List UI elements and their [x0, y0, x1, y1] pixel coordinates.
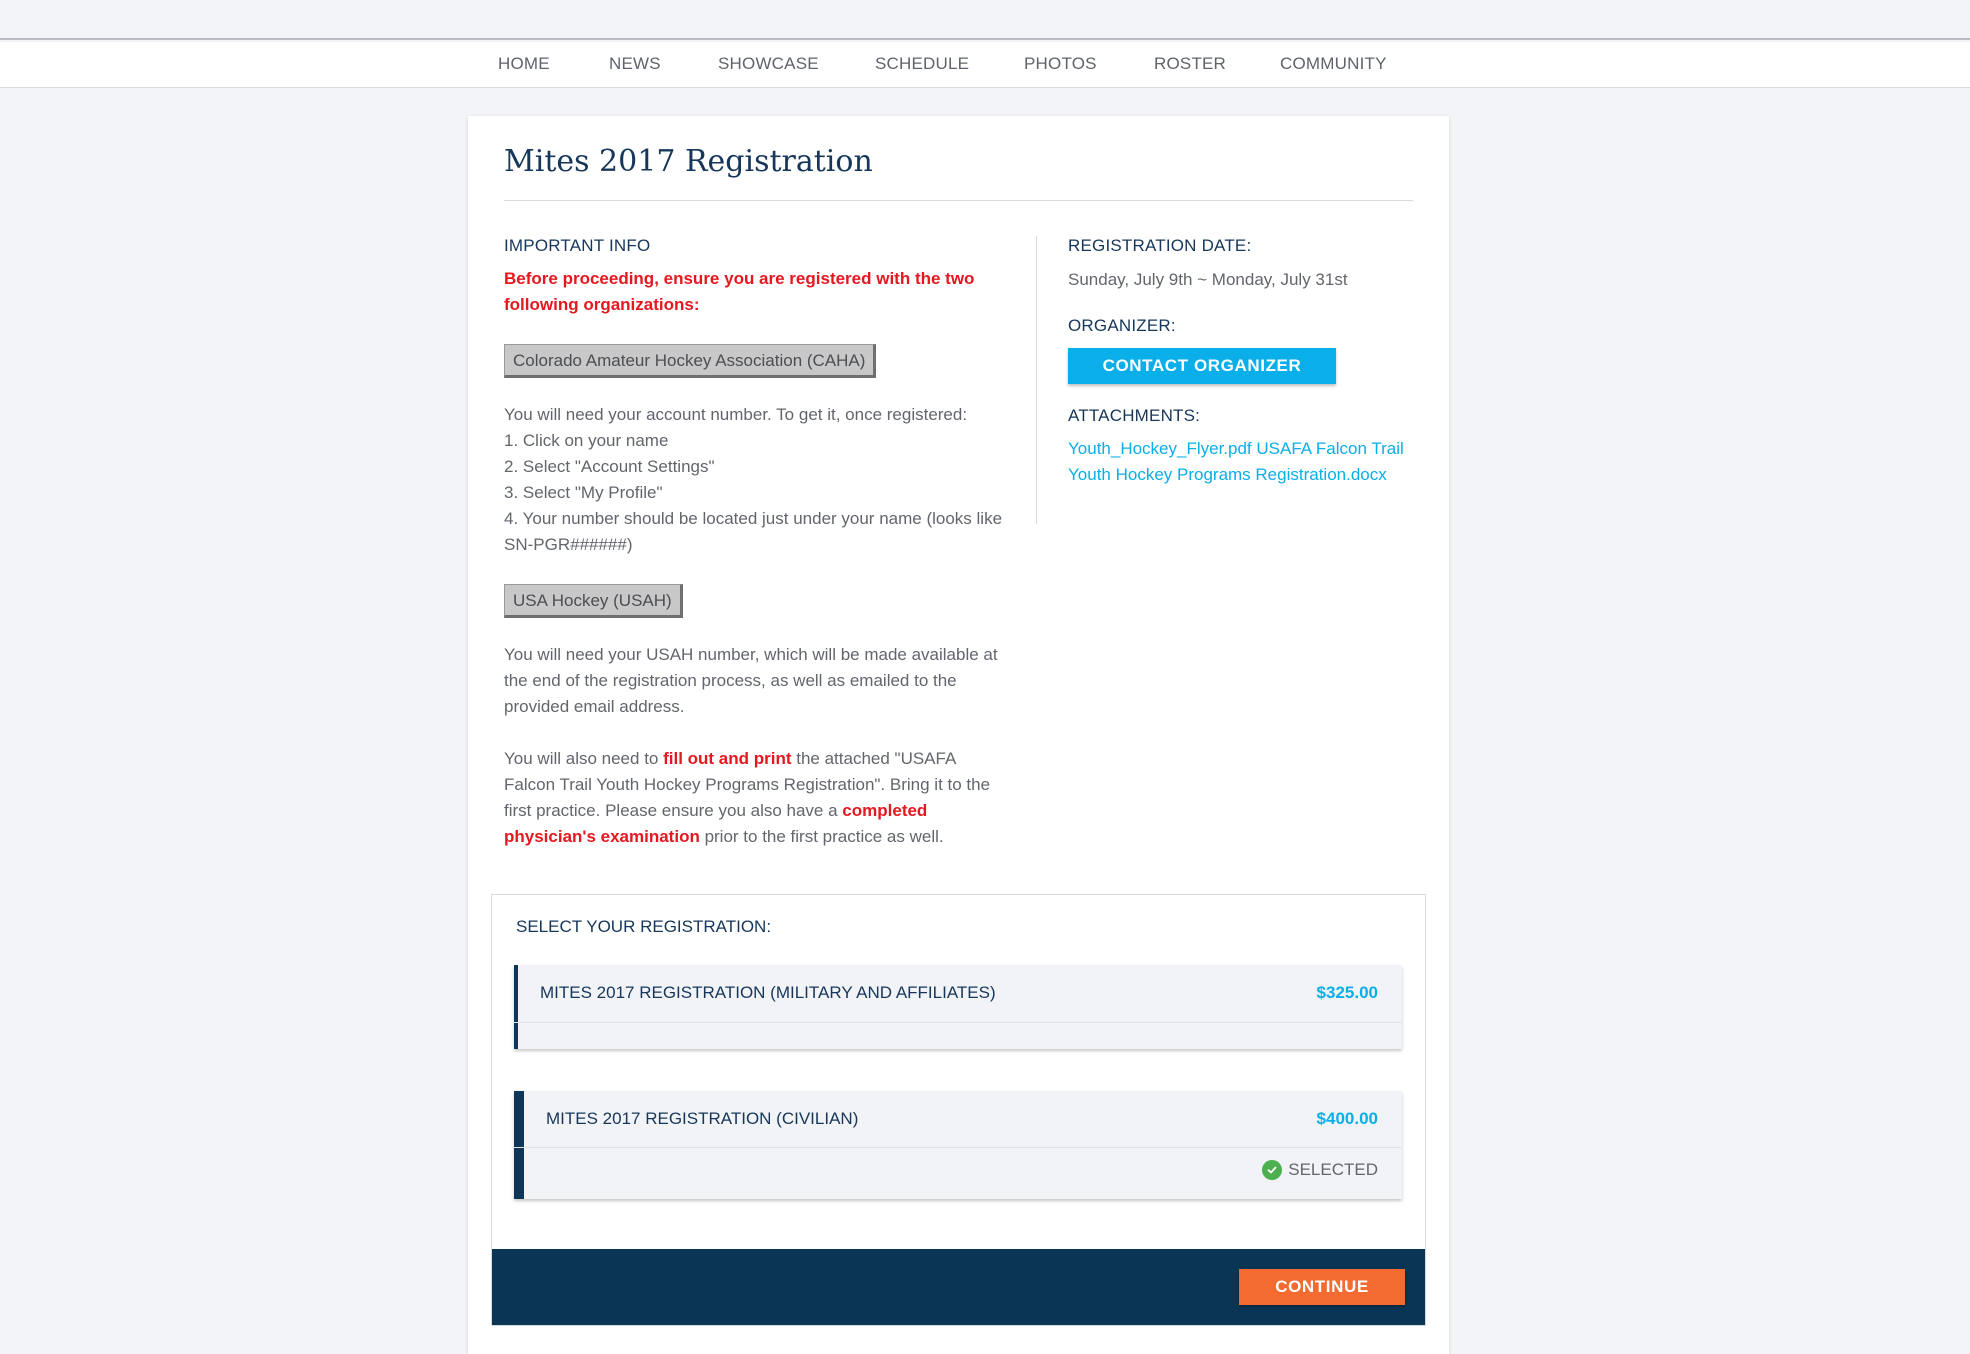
caha-button[interactable]: Colorado Amateur Hockey Association (CAHA): [504, 344, 876, 378]
fill-print-emphasis: fill out and print: [663, 749, 792, 768]
final-instructions: [504, 746, 1009, 850]
attachments-label: ATTACHMENTS:: [1068, 406, 1201, 425]
final-text-2: the attached "USAFA Falcon Trail Youth Hockey Programs Registration". Bring it to the first practice. Please ensure you also have a: [504, 749, 991, 820]
nav-home[interactable]: HOME: [498, 54, 550, 73]
option-divider: [514, 1147, 1402, 1148]
selected-indicator: [1262, 1159, 1378, 1181]
check-circle-icon: [1262, 1160, 1282, 1180]
step-2: 2. Select "Account Settings": [504, 457, 715, 476]
registration-card: [468, 116, 1449, 1354]
option-name: MITES 2017 REGISTRATION (CIVILIAN): [546, 1109, 859, 1128]
step-3: 3. Select "My Profile": [504, 483, 663, 502]
contact-organizer-button[interactable]: CONTACT ORGANIZER: [1068, 348, 1336, 384]
registration-option-civilian[interactable]: [514, 1091, 1402, 1199]
usah-info: You will need your USAH number, which will be made available at the end of the registration process, as well as emailed to the provided email address.: [504, 645, 998, 716]
main-nav: [0, 42, 1970, 88]
step-1: 1. Click on your name: [504, 431, 669, 450]
select-registration-label: SELECT YOUR REGISTRATION:: [516, 917, 772, 936]
registration-warning: Before proceeding, ensure you are registered with the two following organizations:: [504, 269, 975, 314]
page-title: Mites 2017 Registration: [504, 144, 873, 179]
option-name: MITES 2017 REGISTRATION (MILITARY AND AFFILIATES): [540, 983, 996, 1002]
step-4: 4. Your number should be located just under your name (looks like SN-PGR######): [504, 509, 1003, 554]
option-price: $325.00: [1316, 983, 1378, 1002]
continue-button[interactable]: CONTINUE: [1239, 1269, 1405, 1305]
date-label: REGISTRATION DATE:: [1068, 236, 1252, 255]
title-divider: [504, 200, 1413, 201]
option-accent-bar: [514, 1091, 524, 1199]
nav-schedule[interactable]: SCHEDULE: [875, 54, 970, 73]
date-value: Sunday, July 9th ~ Monday, July 31st: [1068, 270, 1348, 289]
option-price: $400.00: [1316, 1109, 1378, 1128]
registration-details: [1068, 236, 1408, 488]
important-info: [504, 236, 1009, 850]
usah-button[interactable]: USA Hockey (USAH): [504, 584, 683, 618]
nav-news[interactable]: NEWS: [609, 54, 661, 73]
important-info-heading: IMPORTANT INFO: [504, 236, 651, 255]
final-text-1: You will also need to: [504, 749, 664, 768]
registration-footer: [492, 1249, 1425, 1325]
nav-photos[interactable]: PHOTOS: [1024, 54, 1097, 73]
account-intro: You will need your account number. To get it, once registered:: [504, 405, 968, 424]
physician-emphasis: completed physician's examination: [504, 801, 928, 846]
top-strip: [0, 0, 1970, 40]
final-text-3: prior to the first practice as well.: [699, 827, 944, 846]
option-divider: [514, 1022, 1402, 1023]
nav-roster[interactable]: ROSTER: [1154, 54, 1227, 73]
nav-showcase[interactable]: SHOWCASE: [718, 54, 819, 73]
registration-selector: [491, 894, 1426, 1326]
selected-label: SELECTED: [1288, 1160, 1378, 1179]
column-divider: [1036, 236, 1037, 524]
option-accent-bar: [514, 965, 518, 1049]
registration-option-military[interactable]: [514, 965, 1402, 1049]
attachments-links[interactable]: Youth_Hockey_Flyer.pdf USAFA Falcon Trail Youth Hockey Programs Registration.docx: [1068, 439, 1404, 484]
organizer-label: ORGANIZER:: [1068, 316, 1176, 335]
nav-community[interactable]: COMMUNITY: [1280, 54, 1387, 73]
